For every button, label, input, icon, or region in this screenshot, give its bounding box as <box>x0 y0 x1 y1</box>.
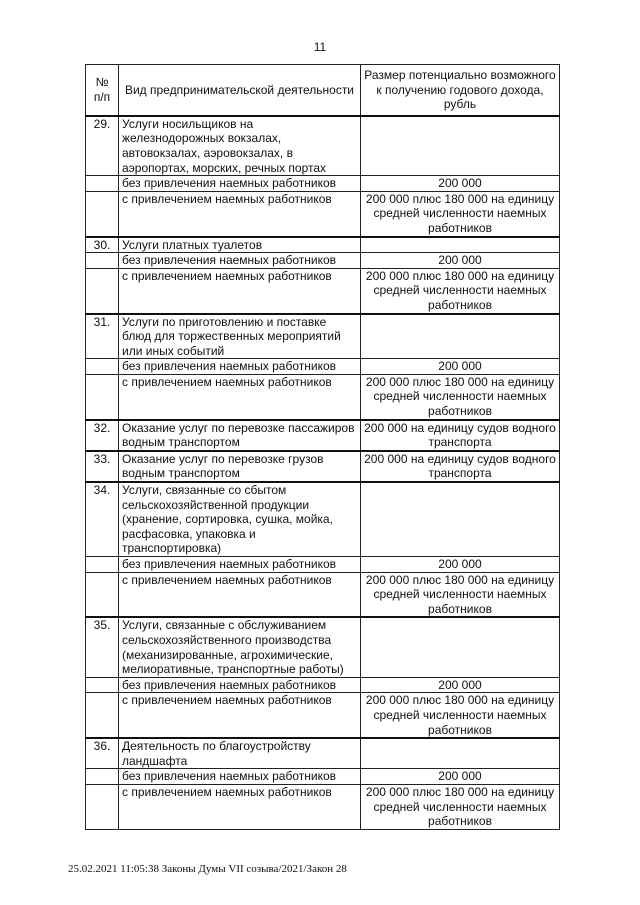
row-activity: без привлечения наемных работников <box>119 359 361 375</box>
row-number: 31. <box>86 314 119 359</box>
table-row <box>86 314 560 359</box>
table-row <box>86 738 560 769</box>
table-row <box>86 176 560 192</box>
table-row <box>86 617 560 677</box>
table-row <box>86 253 560 269</box>
table-header-row <box>86 65 560 116</box>
row-income-value: 200 000 плюс 180 000 на единицу средней численности наемных работников <box>361 784 560 829</box>
row-number: 33. <box>86 451 119 482</box>
row-number: 32. <box>86 420 119 451</box>
table-row <box>86 482 560 556</box>
row-income-value: 200 000 плюс 180 000 на единицу средней численности наемных работников <box>361 572 560 617</box>
page-number: 11 <box>313 40 327 54</box>
table-row <box>86 572 560 617</box>
row-number <box>86 572 119 617</box>
row-number <box>86 191 119 236</box>
row-number <box>86 176 119 192</box>
table-row <box>86 237 560 253</box>
footer-stamp: 25.02.2021 11:05:38 Законы Думы VII созыва/2021/Закон 28 <box>68 863 347 875</box>
row-activity: Услуги носильщиков на железнодорожных вокзалах, автовокзалах, аэровокзалах, в аэропортах, морских, речных портах <box>119 116 361 176</box>
row-income-value: 200 000 <box>361 359 560 375</box>
row-number: 36. <box>86 738 119 769</box>
row-number <box>86 359 119 375</box>
table-row <box>86 359 560 375</box>
row-income-value: 200 000 <box>361 677 560 693</box>
row-activity: Деятельность по благоустройству ландшафта <box>119 738 361 769</box>
table-row <box>86 677 560 693</box>
row-number: 30. <box>86 237 119 253</box>
row-number <box>86 769 119 785</box>
row-activity: Услуги платных туалетов <box>119 237 361 253</box>
row-income-value: 200 000 на единицу судов водного транспорта <box>361 451 560 482</box>
row-activity: без привлечения наемных работников <box>119 557 361 573</box>
row-income-value: 200 000 <box>361 253 560 269</box>
row-activity: Услуги, связанные с обслуживанием сельскохозяйственного производства (механизированные, агрохимические, мелиоративные, транспортные работы) <box>119 617 361 677</box>
table-row <box>86 116 560 176</box>
header-income: Размер потенциально возможного к получению годового дохода, рубль <box>361 65 560 116</box>
row-income-value <box>361 116 560 176</box>
row-income-value: 200 000 плюс 180 000 на единицу средней численности наемных работников <box>361 268 560 313</box>
row-activity: с привлечением наемных работников <box>119 268 361 313</box>
table-body <box>86 116 560 829</box>
income-table <box>85 64 560 830</box>
row-income-value: 200 000 плюс 180 000 на единицу средней численности наемных работников <box>361 191 560 236</box>
row-income-value: 200 000 на единицу судов водного транспорта <box>361 420 560 451</box>
row-activity: без привлечения наемных работников <box>119 176 361 192</box>
row-income-value: 200 000 <box>361 176 560 192</box>
row-number <box>86 784 119 829</box>
row-activity: Услуги по приготовлению и поставке блюд для торжественных мероприятий или иных событий <box>119 314 361 359</box>
row-number: 34. <box>86 482 119 556</box>
row-activity: Оказание услуг по перевозке пассажиров водным транспортом <box>119 420 361 451</box>
row-income-value <box>361 738 560 769</box>
row-income-value: 200 000 <box>361 769 560 785</box>
row-activity: Оказание услуг по перевозке грузов водным транспортом <box>119 451 361 482</box>
row-number <box>86 253 119 269</box>
row-income-value <box>361 617 560 677</box>
row-income-value: 200 000 <box>361 557 560 573</box>
table-row <box>86 374 560 419</box>
table-row <box>86 451 560 482</box>
row-activity: Услуги, связанные со сбытом сельскохозяйственной продукции (хранение, сортировка, сушка, мойка, расфасовка, упаковка и транспортировка) <box>119 482 361 556</box>
row-activity: без привлечения наемных работников <box>119 677 361 693</box>
row-income-value <box>361 237 560 253</box>
table-row <box>86 769 560 785</box>
header-activity: Вид предпринимательской деятельности <box>119 65 361 116</box>
row-number <box>86 693 119 738</box>
row-activity: без привлечения наемных работников <box>119 253 361 269</box>
row-activity: с привлечением наемных работников <box>119 693 361 738</box>
table-row <box>86 191 560 236</box>
row-activity: без привлечения наемных работников <box>119 769 361 785</box>
row-number: 29. <box>86 116 119 176</box>
table-row <box>86 693 560 738</box>
row-number <box>86 268 119 313</box>
row-number <box>86 557 119 573</box>
row-income-value <box>361 314 560 359</box>
row-activity: с привлечением наемных работников <box>119 191 361 236</box>
row-income-value <box>361 482 560 556</box>
table-row <box>86 268 560 313</box>
table-row <box>86 557 560 573</box>
row-activity: с привлечением наемных работников <box>119 572 361 617</box>
row-number <box>86 677 119 693</box>
table-row <box>86 784 560 829</box>
row-activity: с привлечением наемных работников <box>119 784 361 829</box>
row-activity: с привлечением наемных работников <box>119 374 361 419</box>
row-number <box>86 374 119 419</box>
header-num: № п/п <box>86 65 119 116</box>
row-income-value: 200 000 плюс 180 000 на единицу средней численности наемных работников <box>361 693 560 738</box>
table-row <box>86 420 560 451</box>
row-number: 35. <box>86 617 119 677</box>
row-income-value: 200 000 плюс 180 000 на единицу средней численности наемных работников <box>361 374 560 419</box>
